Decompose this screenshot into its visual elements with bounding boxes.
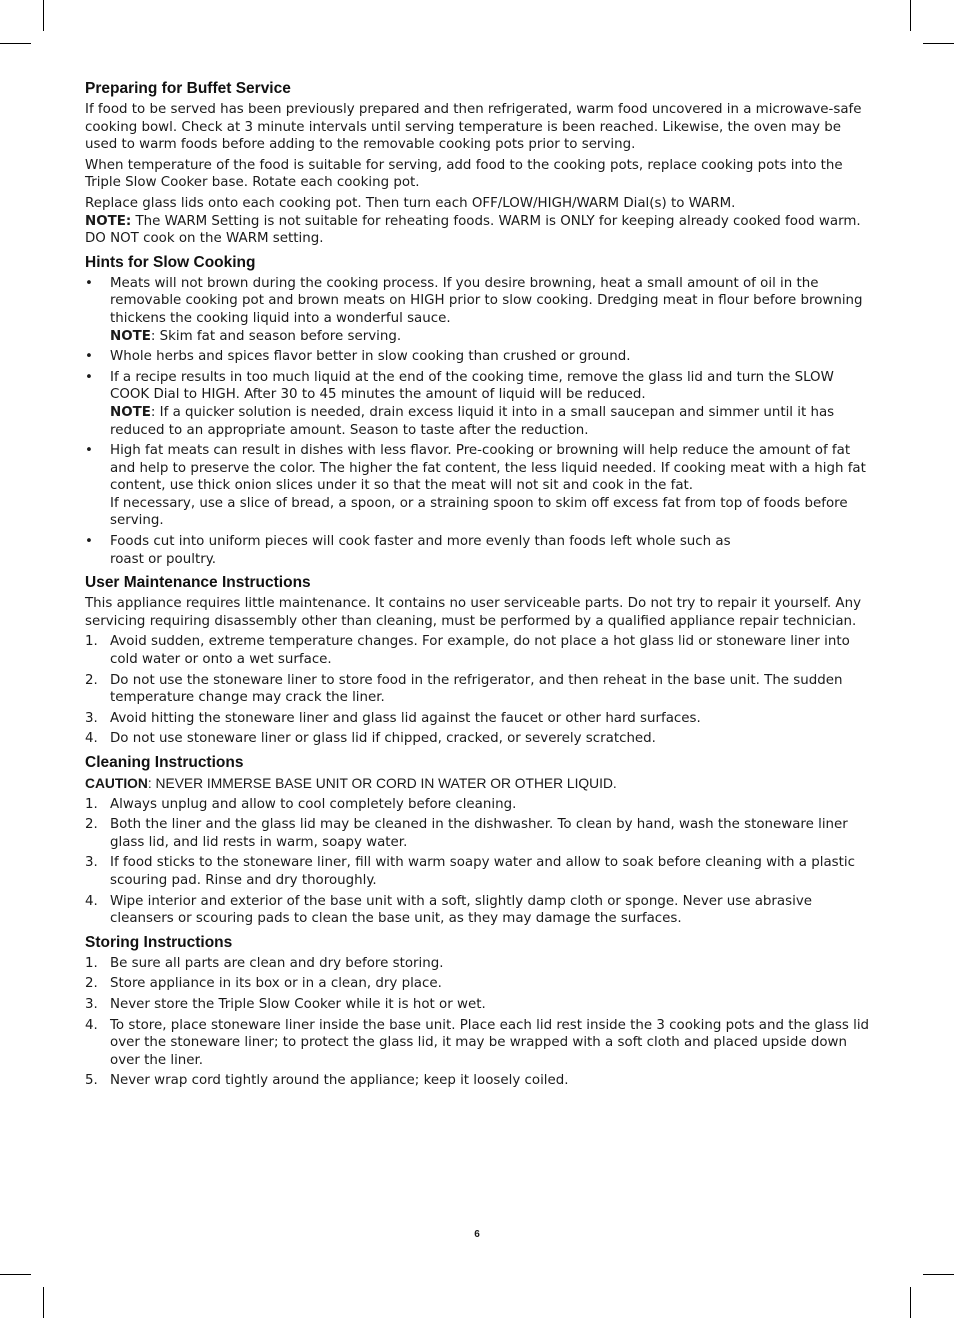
list-item [85,275,873,345]
item-text: Avoid hitting the stoneware liner and glass lid against the faucet or other hard surfaces. [110,710,701,726]
hint-extra: If necessary, use a slice of bread, a spoon, or a straining spoon to skim off excess fat from top of foods before serving. [110,495,848,529]
item-text: Always unplug and allow to cool completely before cleaning. [110,796,517,812]
note-label: NOTE [110,328,151,344]
item-number: 1. [85,955,98,971]
list-item [85,854,873,889]
crop-mark-top-left-vertical [43,0,44,31]
item-number: 3. [85,710,98,726]
list-item [85,796,873,814]
item-number: 2. [85,976,98,992]
buffet-paragraph-2: When temperature of the food is suitable for serving, add food to the cooking pots, replace cooking pots into the Triple Slow Cooker base. Rotate each cooking pot. [85,157,843,191]
list-item [85,442,873,530]
bullet-marker: • [85,534,93,550]
hint-text: If a recipe results in too much liquid at the end of the cooking time, remove the glass lid and turn the SLOW COOK Dial to HIGH. After 30 to 45 minutes the amount of liquid will be reduced. [110,369,834,403]
hint-text: High fat meats can result in dishes with less flavor. Pre-cooking or browning will help reduce the amount of fat and help to preserve the color. The higher the fat content, the less liquid needed. If cooking meat with a high fat content, use thick onion slices under it so that the meat will not sit and cook in the fat. [110,443,866,494]
item-text: Never store the Triple Slow Cooker while it is hot or wet. [110,996,486,1012]
item-text: Both the liner and the glass lid may be cleaned in the dishwasher. To clean by hand, wash the stoneware liner glass lid, and lid rests in warm, soapy water. [110,817,848,850]
hint-note [110,404,873,439]
list-item [85,955,873,973]
list-item [85,975,873,993]
list-item [85,893,873,928]
item-text: Avoid sudden, extreme temperature changes. For example, do not place a hot glass lid or stoneware liner into cold water or onto a wet surface. [110,634,850,668]
hints-heading: Hints for Slow Cooking [85,253,256,271]
crop-mark-bottom-right-horizontal [923,1274,954,1275]
bullet-marker: • [85,443,93,459]
maintenance-list [85,633,873,748]
maintenance-heading: User Maintenance Instructions [85,574,311,592]
crop-mark-bottom-left-vertical [43,1287,44,1318]
list-item [85,633,873,668]
item-text: Store appliance in its box or in a clean, dry place. [110,976,442,992]
item-text: To store, place stoneware liner inside the base unit. Place each lid rest inside the 3 cooking pots and the glass lid over the stoneware liner; to protect the glass lid, it may be wrapped with a soft cloth and placed upside down over the liner. [110,1017,870,1068]
crop-mark-top-left-horizontal [0,43,31,44]
list-item [85,533,873,568]
cleaning-heading: Cleaning Instructions [85,754,244,771]
crop-mark-top-right-horizontal [923,43,954,44]
list-item [85,816,873,851]
item-number: 4. [85,731,98,747]
item-text: Do not use stoneware liner or glass lid if chipped, cracked, or severely scratched. [110,731,656,747]
hint-note [110,328,873,346]
item-text: Be sure all parts are clean and dry before storing. [110,955,444,971]
bullet-marker: • [85,275,93,291]
buffet-paragraph-1: If food to be served has been previously prepared and then refrigerated, warm food uncovered in a microwave-safe cooking bowl. Check at 3 minute intervals until serving temperature is been reached. Likewise, the oven may be used to warm foods before adding to the removable cooking pots prior to serving. [85,102,862,153]
crop-mark-bottom-right-vertical [910,1287,911,1318]
item-text: Wipe interior and exterior of the base unit with a soft, slightly damp cloth or sponge. Never use abrasive cleansers or scouring pads to clean the base unit, as they may damage the surfaces. [110,893,813,927]
item-number: 2. [85,817,98,833]
hint-text: Foods cut into uniform pieces will cook faster and more evenly than foods left whole such as [110,534,731,550]
bullet-marker: • [85,349,93,365]
list-item [85,1017,873,1070]
item-number: 1. [85,634,98,650]
caution-label: CAUTION [85,776,148,791]
caution-line [85,775,873,793]
maintenance-intro: This appliance requires little maintenance. It contains no user serviceable parts. Do not try to repair it yourself. Any servicing requiring disassembly other than cleaning, must be performed by a qualified appliance repair technician. [85,596,861,629]
bullet-marker: • [85,369,93,385]
note-text: : If a quicker solution is needed, drain excess liquid it into in a small saucepan and simmer until it has reduced to an appropriate amount. Season to taste after the reduction. [110,404,835,438]
list-item [85,369,873,439]
cleaning-list [85,796,873,928]
buffet-heading: Preparing for Buffet Service [85,80,291,97]
note-text: : Skim fat and season before serving. [150,328,402,344]
item-text: Never wrap cord tightly around the appliance; keep it loosely coiled. [110,1073,569,1089]
note-label: NOTE [110,404,151,420]
item-number: 4. [85,893,98,909]
buffet-paragraph-3-text: Replace glass lids onto each cooking pot. Then turn each OFF/LOW/HIGH/WARM Dial(s) to WARM. [85,195,736,211]
item-number: 3. [85,996,98,1012]
item-number: 4. [85,1017,98,1033]
buffet-paragraph-3 [85,195,873,213]
note-label: NOTE: [85,213,132,229]
storing-list [85,955,873,1090]
list-item [85,348,873,366]
list-item [85,1072,873,1090]
list-item [85,672,873,707]
page-content [85,79,873,1093]
note-text: The WARM Setting is not suitable for reheating foods. WARM is ONLY for keeping already cooked food warm. DO NOT cook on the WARM setting. [85,213,861,247]
buffet-note [85,213,873,248]
list-item [85,730,873,748]
storing-heading: Storing Instructions [85,933,233,951]
caution-text: : NEVER IMMERSE BASE UNIT OR CORD IN WATER OR OTHER LIQUID. [147,776,617,791]
item-number: 2. [85,672,98,688]
item-number: 3. [85,855,98,871]
list-item [85,710,873,728]
list-item [85,996,873,1014]
hint-text: Whole herbs and spices flavor better in slow cooking than crushed or ground. [110,349,631,365]
hints-list [85,275,873,569]
item-text: If food sticks to the stoneware liner, fill with warm soapy water and allow to soak before cleaning with a plastic scouring pad. Rinse and dry thoroughly. [110,855,855,888]
item-number: 5. [85,1073,98,1089]
item-text: Do not use the stoneware liner to store food in the refrigerator, and then reheat in the base unit. The sudden temperature change may crack the liner. [110,672,843,706]
hint-extra: roast or poultry. [110,551,216,567]
item-number: 1. [85,796,98,812]
crop-mark-top-right-vertical [910,0,911,31]
crop-mark-bottom-left-horizontal [0,1274,31,1275]
hint-text: Meats will not brown during the cooking process. If you desire browning, heat a small amount of oil in the removable cooking pot and brown meats on HIGH prior to slow cooking. Dredging meat in flour before browning thickens the cooking liquid into a wonderful sauce. [110,275,863,326]
page-number: 6 [474,1229,480,1240]
